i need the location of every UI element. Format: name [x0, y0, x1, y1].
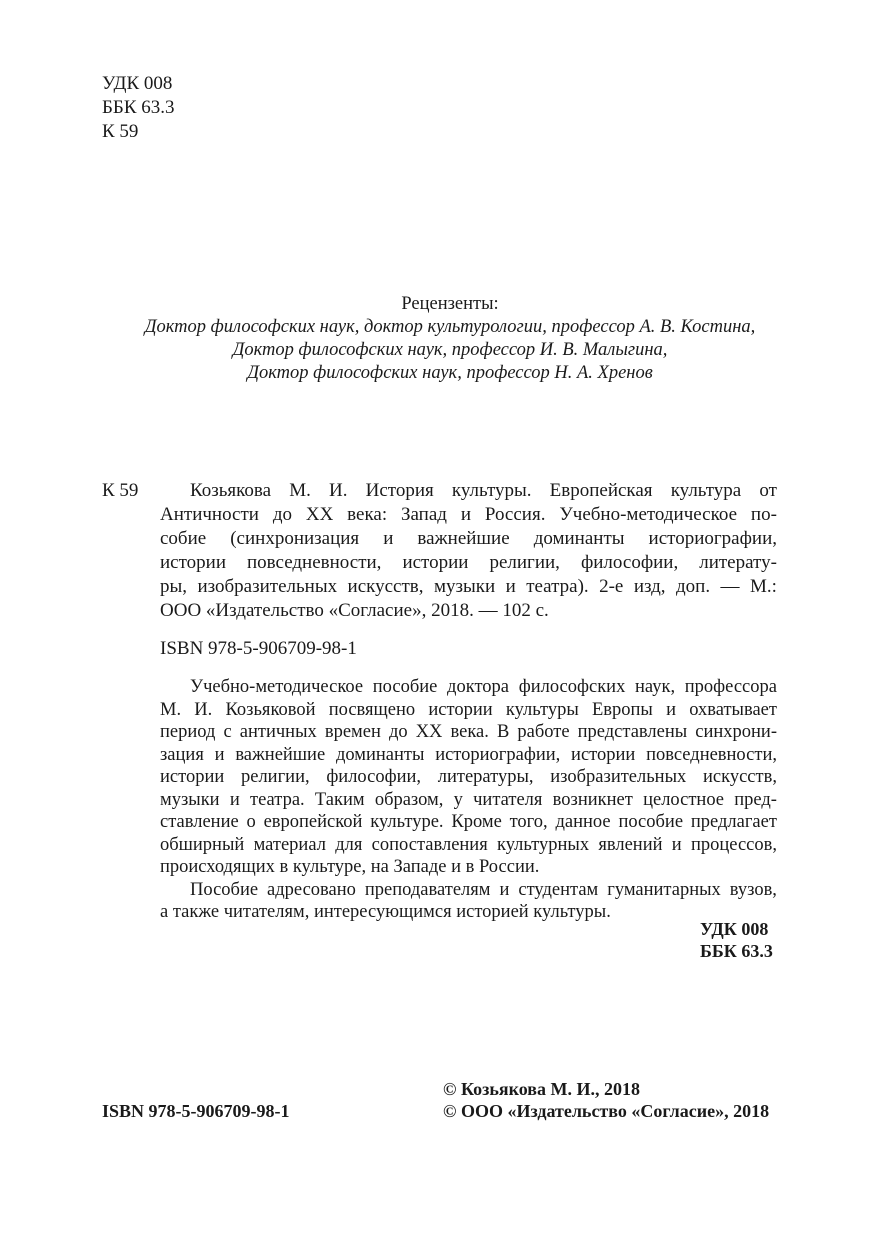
- word: собие: [160, 528, 207, 549]
- word: Кроме: [451, 812, 502, 832]
- word: ООО «Издательство «Согласие», 2018. — 102 с.: [160, 600, 549, 621]
- word: о: [246, 812, 256, 832]
- word: зация: [160, 744, 204, 765]
- word: и: [383, 528, 394, 549]
- udk-code: УДК 008: [102, 73, 173, 94]
- word: посвящено: [328, 699, 416, 720]
- word: от: [759, 480, 777, 501]
- classification-codes-top: [102, 72, 175, 144]
- text-line: [160, 676, 777, 699]
- text-line: [160, 811, 777, 834]
- word: предлагает: [690, 812, 777, 832]
- word: истории: [571, 744, 636, 765]
- word: пред-: [734, 789, 777, 810]
- word: материал: [253, 834, 326, 855]
- bbk-code-bottom: ББК 63.3: [700, 941, 773, 961]
- text-line: [160, 551, 777, 575]
- copyright-publisher: © ООО «Издательство «Согласие», 2018: [443, 1101, 770, 1121]
- text-line: [160, 901, 777, 924]
- isbn-catalog: ISBN 978-5-906709-98-1: [160, 638, 357, 659]
- word: адресовано: [267, 879, 356, 900]
- word: и: [666, 699, 676, 720]
- word: повседневности,: [646, 744, 777, 765]
- word: профессора: [684, 677, 777, 697]
- word: изобразительных: [197, 576, 338, 597]
- word: важнейшие: [235, 744, 326, 765]
- catalog-author-mark: К 59: [102, 480, 139, 501]
- word: Пособие: [190, 879, 259, 900]
- word: период: [160, 722, 216, 742]
- word: театра.: [250, 789, 305, 810]
- word: музыки: [160, 789, 220, 810]
- word: XX: [415, 722, 443, 742]
- word: сопоставления: [371, 834, 488, 855]
- word: и: [505, 576, 516, 597]
- text-line: [160, 856, 777, 879]
- text-line: [160, 699, 777, 722]
- word: для: [335, 834, 363, 855]
- word: В: [496, 722, 510, 742]
- word: у: [453, 789, 463, 810]
- word: Козьякова: [190, 480, 272, 501]
- word: происходящих в культуре, на Западе и в России.: [160, 857, 540, 877]
- copyright-block: [443, 1078, 769, 1122]
- word: синхрони-: [695, 722, 777, 742]
- word: вузов,: [729, 879, 777, 900]
- word: Учебно-методическое: [190, 677, 364, 697]
- word: искусств,: [702, 767, 777, 787]
- word: явлений: [598, 834, 663, 855]
- word: литерату-: [699, 552, 777, 573]
- reviewers-title: Рецензенты:: [401, 294, 499, 314]
- word: данное: [555, 812, 611, 832]
- word: культуре.: [370, 812, 444, 832]
- word: по-: [750, 504, 777, 525]
- word: Козьяковой: [225, 699, 316, 720]
- word: Европы: [591, 699, 653, 720]
- text-line: [160, 766, 777, 789]
- word: Античности: [160, 504, 259, 525]
- word: культуры: [505, 699, 579, 720]
- word: искусств,: [347, 576, 424, 597]
- word: М.:: [749, 576, 777, 597]
- word: И.: [329, 480, 348, 501]
- annotation-block: [160, 676, 777, 924]
- word: театра).: [526, 576, 589, 597]
- udk-code-bottom: УДК 008: [700, 919, 769, 939]
- text-line: [160, 744, 777, 767]
- word: и: [460, 504, 471, 525]
- word: XX: [305, 504, 334, 525]
- word: пособие: [618, 812, 684, 832]
- word: века:: [347, 504, 388, 525]
- word: процессов,: [690, 834, 777, 855]
- word: изд,: [633, 576, 666, 597]
- word: 2-е: [599, 576, 624, 597]
- author-mark: К 59: [102, 121, 139, 142]
- word: до: [388, 722, 408, 742]
- text-line: [160, 789, 777, 812]
- word: наук,: [635, 677, 676, 697]
- word: доп.: [676, 576, 711, 597]
- word: Запад: [400, 504, 447, 525]
- word: с: [223, 722, 232, 742]
- word: культуры.: [451, 480, 532, 501]
- text-line: [160, 503, 777, 527]
- word: и: [214, 744, 225, 765]
- annotation-paragraph: [160, 879, 777, 924]
- word: читателя: [473, 789, 543, 810]
- word: охватывает: [689, 699, 777, 720]
- word: образом,: [374, 789, 444, 810]
- word: М.: [289, 480, 311, 501]
- word: истории: [160, 767, 225, 787]
- word: культура: [670, 480, 742, 501]
- word: пособие: [372, 677, 438, 697]
- word: целостное: [643, 789, 725, 810]
- word: гуманитарных: [607, 879, 721, 900]
- text-line: [160, 721, 777, 744]
- word: историографии,: [435, 744, 561, 765]
- word: Европейская: [549, 480, 653, 501]
- word: (синхронизация: [230, 528, 360, 549]
- word: философских: [518, 677, 626, 697]
- word: доктора: [447, 677, 510, 697]
- word: и: [499, 879, 510, 900]
- text-line: [160, 575, 777, 599]
- text-line: [160, 834, 777, 857]
- word: а также читателям, интересующимся историей культуры.: [160, 902, 611, 922]
- reviewers-block: [100, 293, 800, 385]
- bbk-code: ББК 63.3: [102, 97, 175, 118]
- word: античных: [239, 722, 317, 742]
- word: —: [720, 576, 740, 597]
- annotation-paragraph: [160, 676, 777, 879]
- reviewer-line: Доктор философских наук, доктор культурологии, профессор А. В. Костина,: [144, 317, 756, 337]
- word: ры,: [160, 576, 188, 597]
- word: обширный: [160, 834, 245, 855]
- word: работе: [517, 722, 570, 742]
- reviewer-line: Доктор философских наук, профессор И. В. Малыгина,: [232, 340, 668, 360]
- word: и: [229, 789, 240, 810]
- classification-codes-bottom: [700, 918, 777, 962]
- isbn-bottom: ISBN 978-5-906709-98-1: [102, 1101, 290, 1121]
- word: века.: [450, 722, 489, 742]
- word: истории: [402, 552, 469, 573]
- word: до: [272, 504, 292, 525]
- word: доминанты: [533, 528, 625, 549]
- word: И.: [194, 699, 213, 720]
- word: преподавателям: [364, 879, 491, 900]
- word: европейской: [263, 812, 363, 832]
- word: и: [671, 834, 682, 855]
- word: того,: [509, 812, 548, 832]
- word: изобразительных: [550, 767, 687, 787]
- word: историографии,: [648, 528, 777, 549]
- text-line: [160, 479, 777, 503]
- word: истории: [428, 699, 493, 720]
- word: времен: [324, 722, 381, 742]
- word: Таким: [314, 789, 365, 810]
- word: философии,: [326, 767, 422, 787]
- reviewer-line: Доктор философских наук, профессор Н. А. Хренов: [247, 363, 653, 383]
- word: истории: [160, 552, 226, 573]
- word: культурных: [497, 834, 590, 855]
- word: студентам: [518, 879, 599, 900]
- word: религии,: [489, 552, 560, 573]
- word: важнейшие: [417, 528, 510, 549]
- copyright-author: © Козьякова М. И., 2018: [443, 1079, 640, 1099]
- word: Россия.: [484, 504, 546, 525]
- word: философии,: [580, 552, 679, 573]
- text-line: [160, 527, 777, 551]
- word: религии,: [240, 767, 310, 787]
- word: возникнет: [552, 789, 633, 810]
- word: музыки: [433, 576, 496, 597]
- word: Учебно-методическое: [559, 504, 738, 525]
- text-line: [160, 879, 777, 902]
- word: М.: [160, 699, 182, 720]
- word: повседневности,: [247, 552, 382, 573]
- bibliographic-description: [160, 479, 777, 623]
- word: История: [365, 480, 434, 501]
- word: представлены: [577, 722, 688, 742]
- word: доминанты: [335, 744, 425, 765]
- word: ставление: [160, 812, 239, 832]
- word: литературы,: [437, 767, 534, 787]
- text-line: [160, 599, 777, 623]
